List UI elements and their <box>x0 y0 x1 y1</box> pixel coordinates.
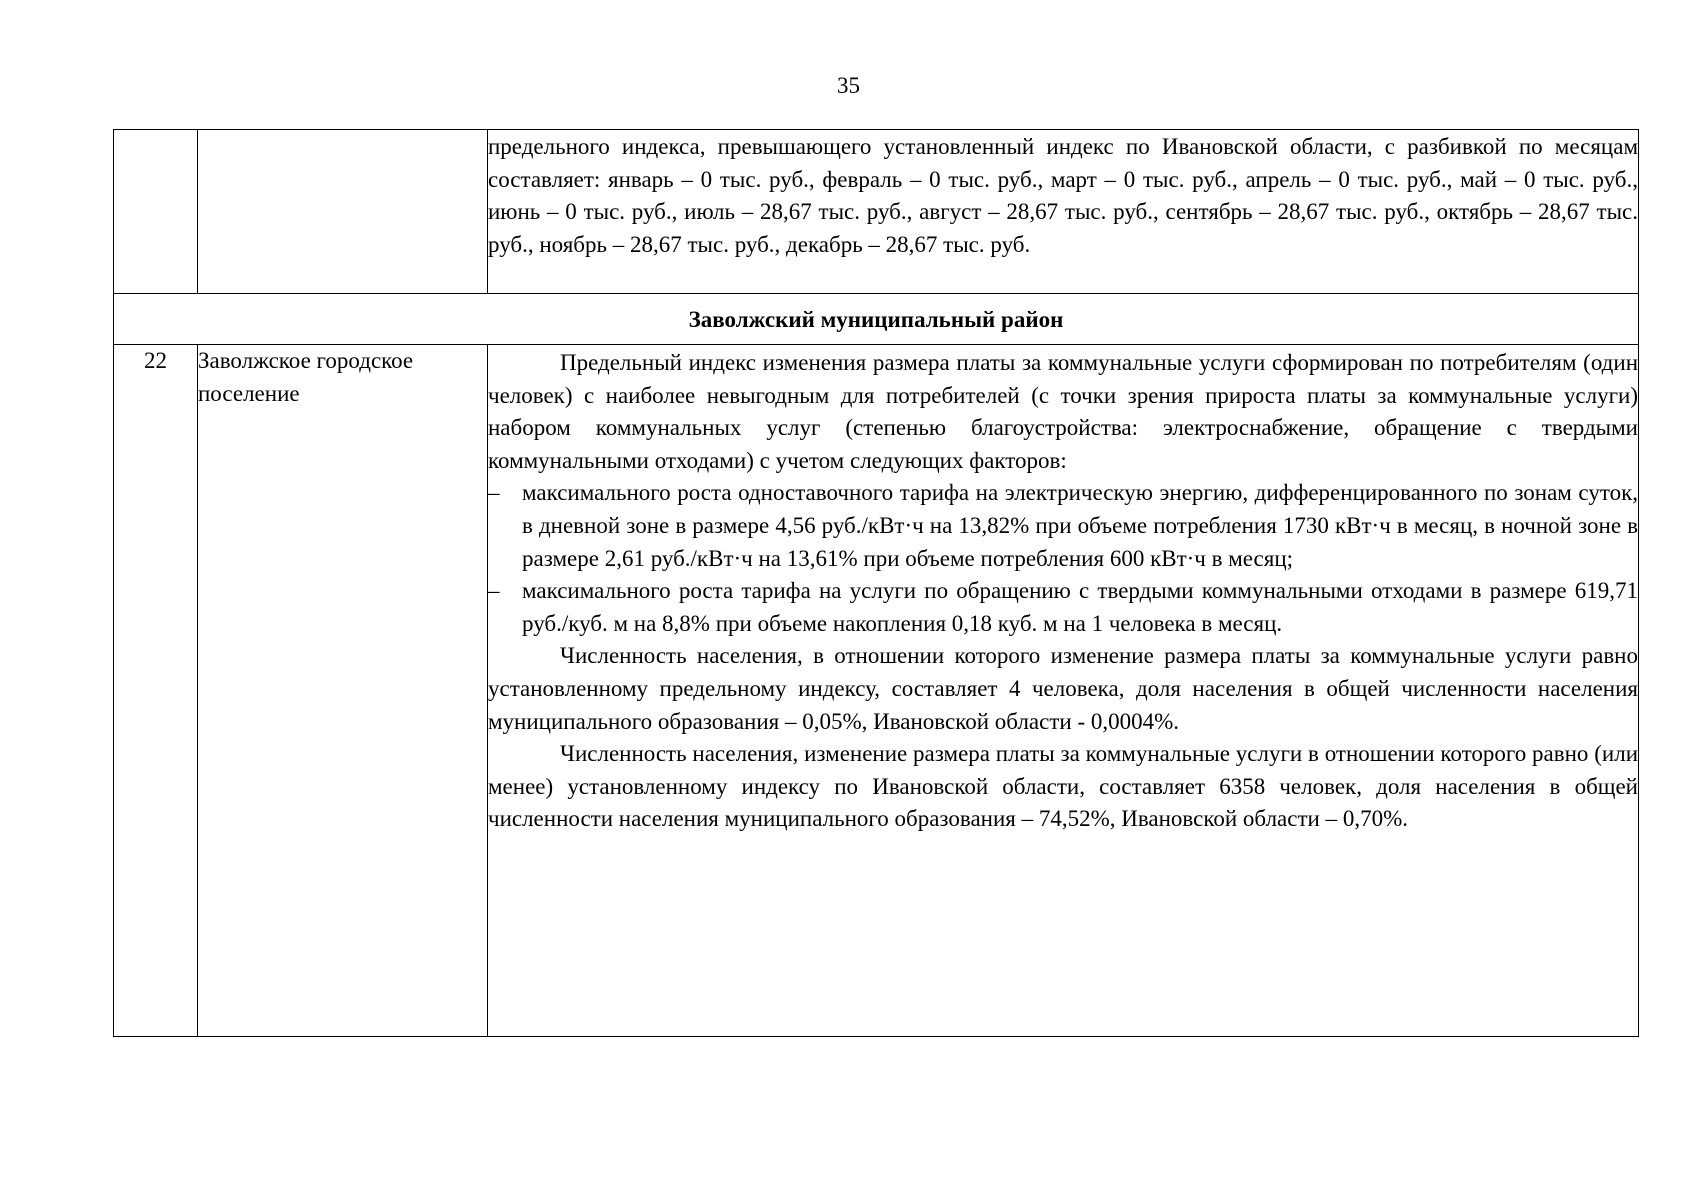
page-number: 35 <box>837 73 860 98</box>
factor-text: максимального роста тарифа на услуги по обращению с твердыми коммунальными отходами в размере 619,71 руб./куб. м на 8,8% при объеме накопления 0,18 куб. м на 1 человека в месяц. <box>522 578 1638 636</box>
entry-description-cell <box>488 345 1639 1037</box>
factors-list <box>488 477 1638 640</box>
table-row-continuation <box>114 130 1639 294</box>
dash-bullet: – <box>488 578 500 604</box>
continuation-text: предельного индекса, превышающего установленный индекс по Ивановской области, с разбивкой по месяцам составляет: январь – 0 тыс. руб., февраль – 0 тыс. руб., март – 0 тыс. руб., апрель – 0 тыс. руб., май – 0 тыс. руб., июнь – 0 тыс. руб., июль – 28,67 тыс. руб., август – 28,67 тыс. руб., сентябрь – 28,67 тыс. руб., октябрь – 28,67 тыс. руб., ноябрь – 28,67 тыс. руб., декабрь – 28,67 тыс. руб. <box>488 134 1638 257</box>
factor-item-waste <box>488 575 1638 640</box>
row-number-cell <box>114 130 198 294</box>
continuation-text-cell <box>488 130 1639 294</box>
population-less-paragraph: Численность населения, изменение размера платы за коммунальные услуги в отношении которого равно (или менее) установленному индексу по Ивановской области, составляет 6358 человек, доля населения в общей численности населения муниципального образования – 74,52%, Ивановской области – 0,70%. <box>488 741 1638 832</box>
factor-item-electricity <box>488 477 1638 575</box>
municipality-name-cell <box>198 130 488 294</box>
factor-text: максимального роста одноставочного тарифа на электрическую энергию, дифференцированного по зонам суток, в дневной зоне в размере 4,56 руб./кВт·ч на 13,82% при объеме потребления 1730 кВт·ч в месяц, в ночной зоне в размере 2,61 руб./кВт·ч на 13,61% при объеме потребления 600 кВт·ч в месяц; <box>522 480 1638 571</box>
intro-paragraph: Предельный индекс изменения размера платы за коммунальные услуги сформирован по потребителям (один человек) с наиболее невыгодным для потребителей (с точки зрения прироста платы за коммунальные услуги) набором коммунальных услуг (степенью благоустройства: электроснабжение, обращение с твердыми коммунальными отходами) с учетом следующих факторов: <box>488 350 1638 473</box>
tariff-table <box>113 129 1639 1037</box>
municipality-name-cell: Заволжское городское поселение <box>198 345 488 1037</box>
table-row-entry <box>114 345 1639 1037</box>
population-equal-paragraph: Численность населения, в отношении которого изменение размера платы за коммунальные услуги равно установленному предельному индексу, составляет 4 человека, доля населения в общей численности населения муниципального образования – 0,05%, Ивановской области - 0,0004%. <box>488 643 1638 734</box>
row-number-cell: 22 <box>114 345 198 1037</box>
table-row-district <box>114 294 1639 345</box>
district-title: Заволжский муниципальный район <box>114 294 1639 345</box>
dash-bullet: – <box>488 480 500 506</box>
